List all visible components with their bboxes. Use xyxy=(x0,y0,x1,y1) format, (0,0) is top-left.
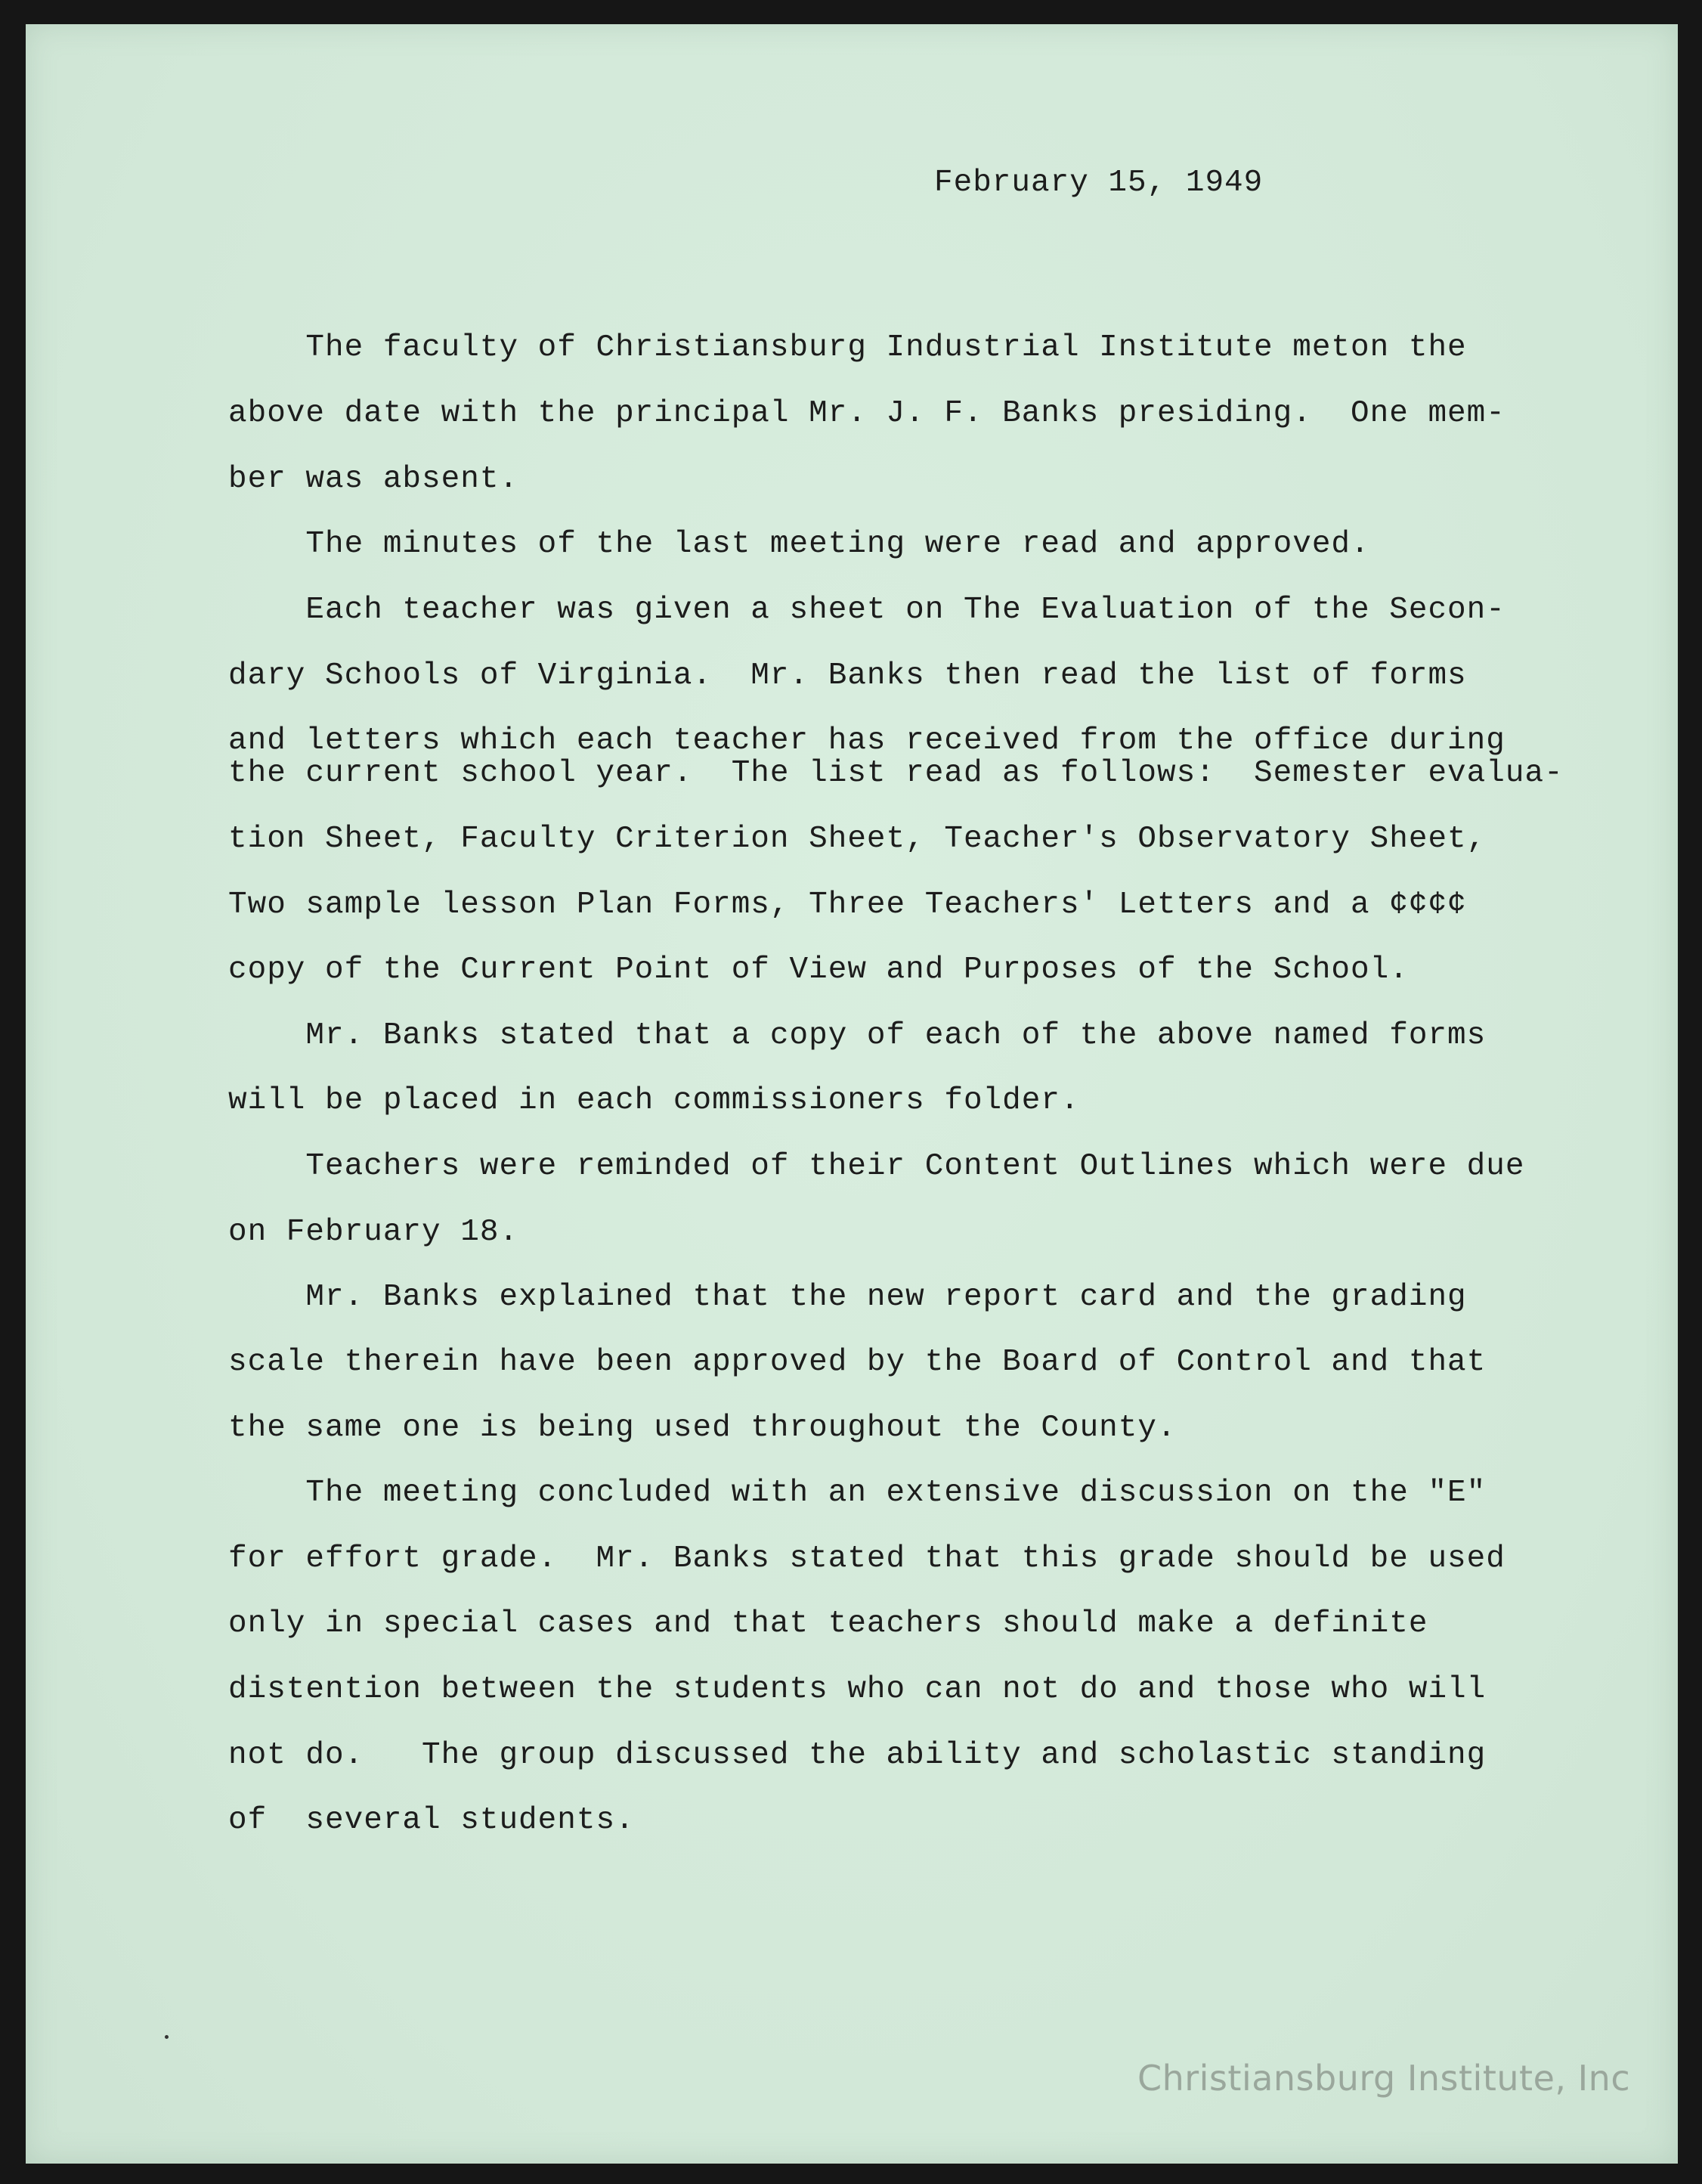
text-line: The meeting concluded with an extensive discussion on the "E" xyxy=(228,1476,1487,1510)
text-line: Two sample lesson Plan Forms, Three Teachers' Letters and a ¢¢¢¢ xyxy=(228,888,1467,922)
text-line: dary Schools of Virginia. Mr. Banks then read the list of forms xyxy=(228,658,1467,693)
watermark: Christiansburg Institute, Inc xyxy=(1137,2058,1631,2099)
text-line: copy of the Current Point of View and Purposes of the School. xyxy=(228,953,1409,987)
text-line: only in special cases and that teachers should make a definite xyxy=(228,1606,1428,1641)
text-line: not do. The group discussed the ability and scholastic standing xyxy=(228,1738,1487,1773)
text-line: distention between the students who can not do and those who will xyxy=(228,1672,1487,1707)
text-line: Teachers were reminded of their Content Outlines which were due xyxy=(228,1149,1525,1184)
text-line: The faculty of Christiansburg Industrial Institute meton the xyxy=(228,330,1467,365)
text-line: above date with the principal Mr. J. F. Banks presiding. One mem- xyxy=(228,396,1505,431)
text-line: Each teacher was given a sheet on The Evaluation of the Secon- xyxy=(228,593,1505,627)
text-line: for effort grade. Mr. Banks stated that this grade should be used xyxy=(228,1541,1505,1576)
text-line: and letters which each teacher has received from the office during xyxy=(228,723,1505,758)
text-line: Mr. Banks explained that the new report card and the grading xyxy=(228,1280,1467,1315)
text-line: the current school year. The list read as follows: Semester evalua- xyxy=(228,756,1564,791)
text-line: on February 18. xyxy=(228,1215,519,1250)
text-line: The minutes of the last meeting were read and approved. xyxy=(228,527,1370,562)
paper-speck xyxy=(165,2035,169,2039)
text-line: tion Sheet, Faculty Criterion Sheet, Teacher's Observatory Sheet, xyxy=(228,822,1487,857)
text-line: scale therein have been approved by the Board of Control and that xyxy=(228,1345,1487,1380)
document-date: February 15, 1949 xyxy=(934,166,1264,200)
text-line: Mr. Banks stated that a copy of each of the above named forms xyxy=(228,1018,1487,1053)
text-line: of several students. xyxy=(228,1803,635,1838)
text-line: ber was absent. xyxy=(228,462,519,497)
text-line: will be placed in each commissioners folder. xyxy=(228,1083,1080,1118)
text-line: the same one is being used throughout the County. xyxy=(228,1411,1177,1445)
